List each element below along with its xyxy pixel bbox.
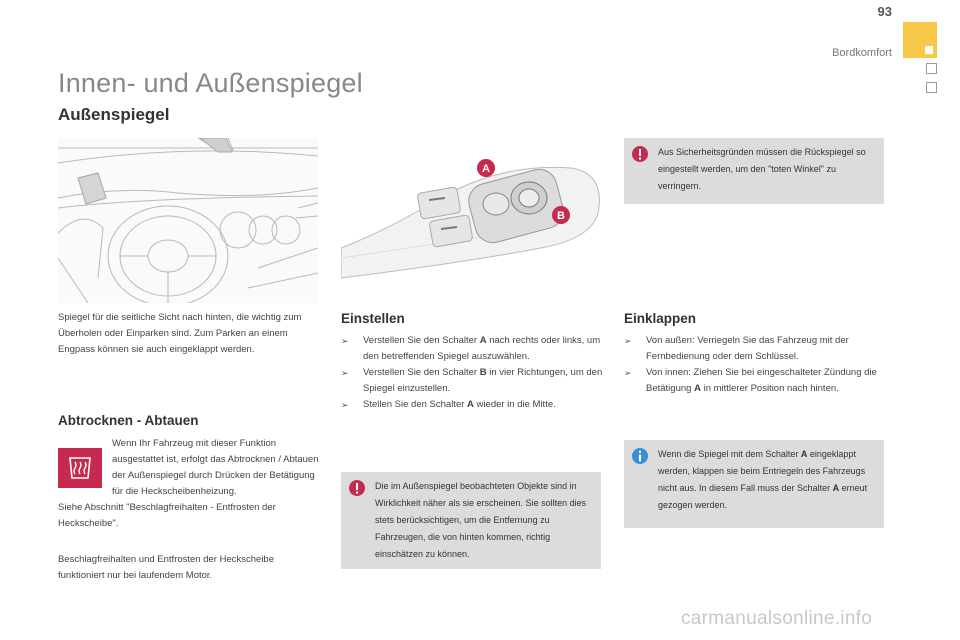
mirror-switch-illustration xyxy=(341,138,601,303)
info-key: A xyxy=(800,449,808,459)
list-item-key: A xyxy=(694,383,701,394)
list-item xyxy=(341,397,603,413)
car-interior-illustration xyxy=(58,138,318,303)
list-item-post: nach rechts oder links, um den betreffenden Spiegel auszuwählen. xyxy=(363,335,601,362)
abtrocknen-reference: Siehe Abschnitt "Beschlagfreihalten - Entfrosten der Heckscheibe". xyxy=(58,502,276,529)
list-item xyxy=(341,365,603,397)
bullet-arrow-icon: ➢ xyxy=(341,400,349,410)
section-subtitle: Außenspiegel xyxy=(58,105,170,124)
mirror-switch-drawing xyxy=(341,138,601,303)
warning-icon xyxy=(349,480,365,496)
bullet-arrow-icon: ➢ xyxy=(624,336,632,346)
list-item-pre: Verstellen Sie den Schalter xyxy=(363,367,480,378)
info-mid: eingeklappt werden, klappen sie beim Entriegeln des Fahrzeugs nicht aus. In diesem Fall muss der Schalter xyxy=(658,449,866,493)
bullet-arrow-icon: ➢ xyxy=(341,368,349,378)
list-item-pre: Von außen: Verriegeln Sie das Fahrzeug mit der Fernbedienung oder dem Schlüssel. xyxy=(646,335,849,362)
chapter-marker xyxy=(926,63,937,74)
bullet-arrow-icon: ➢ xyxy=(341,336,349,346)
info-icon xyxy=(632,448,648,464)
list-item-pre: Verstellen Sie den Schalter xyxy=(363,335,480,346)
mirror-distance-warning-text: Die im Außenspiegel beobachteten Objekte sind in Wirklichkeit näher als sie erscheinen. Sie sollten dies stets berücksichtigen, um die Entfernung zu Fahrzeugen, die von hinten kommen, richtig einschätzen zu können. xyxy=(375,481,587,559)
list-item-key: A xyxy=(467,399,474,410)
einstellen-list xyxy=(341,333,603,413)
list-item xyxy=(624,333,886,365)
abtrocknen-heading: Abtrocknen - Abtauen xyxy=(58,413,199,428)
page-title: Innen- und Außenspiegel xyxy=(58,68,363,98)
intro-paragraph: Spiegel für die seitliche Sicht nach hinten, die wichtig zum Überholen oder Einparken sind. Zum Parken an einem Engpass können sie auch eingeklappt werden. xyxy=(58,312,302,355)
info-key: A xyxy=(832,483,840,493)
list-item xyxy=(341,333,603,365)
einklappen-heading: Einklappen xyxy=(624,311,697,326)
bullet-arrow-icon: ➢ xyxy=(624,368,632,378)
list-item-key: A xyxy=(479,335,487,346)
list-item-post: in mittlerer Position nach hinten. xyxy=(700,383,839,394)
watermark: carmanualsonline.info xyxy=(681,608,873,629)
list-item-pre: Von innen: Ziehen Sie bei eingeschalteter Zündung die Betätigung xyxy=(646,367,877,394)
rear-defrost-drawing xyxy=(58,448,102,488)
safety-warning-text: Aus Sicherheitsgründen müssen die Rückspiegel so eingestellt werden, um den "toten Winkel" zu verringern. xyxy=(658,147,866,191)
car-interior-drawing xyxy=(58,138,318,303)
fold-info-text xyxy=(658,446,876,514)
abtrocknen-text: Wenn Ihr Fahrzeug mit dieser Funktion ausgestattet ist, erfolgt das Abtrocknen / Abtauen der Außenspiegel durch Drücken der Betätigung für die Heckscheibenheizung. xyxy=(112,438,319,497)
switch-label-b: B xyxy=(557,210,565,222)
list-item-post: wieder in die Mitte. xyxy=(473,399,556,410)
list-item-pre: Stellen Sie den Schalter xyxy=(363,399,468,410)
warning-icon xyxy=(632,146,648,162)
fold-info-box xyxy=(624,440,884,528)
switch-label-a: A xyxy=(482,163,490,175)
section-label: Bordkomfort xyxy=(832,47,892,59)
chapter-marker xyxy=(926,82,937,93)
list-item-key: B xyxy=(479,367,487,378)
safety-warning-box xyxy=(624,138,884,204)
info-post: erneut gezogen werden. xyxy=(658,483,868,510)
einklappen-list xyxy=(624,333,886,397)
list-item-post: in vier Richtungen, um den Spiegel einzustellen. xyxy=(363,367,603,394)
chapter-tab-square xyxy=(925,46,933,54)
einstellen-heading: Einstellen xyxy=(341,311,405,326)
mirror-distance-warning-box xyxy=(341,472,601,569)
abtrocknen-note: Beschlagfreihalten und Entfrosten der Heckscheibe funktioniert nur bei laufendem Motor. xyxy=(58,554,274,581)
page-number: 93 xyxy=(877,4,892,19)
chapter-tab xyxy=(903,22,937,58)
list-item xyxy=(624,365,886,397)
info-pre: Wenn die Spiegel mit dem Schalter xyxy=(658,449,801,459)
rear-defrost-icon xyxy=(58,448,102,488)
